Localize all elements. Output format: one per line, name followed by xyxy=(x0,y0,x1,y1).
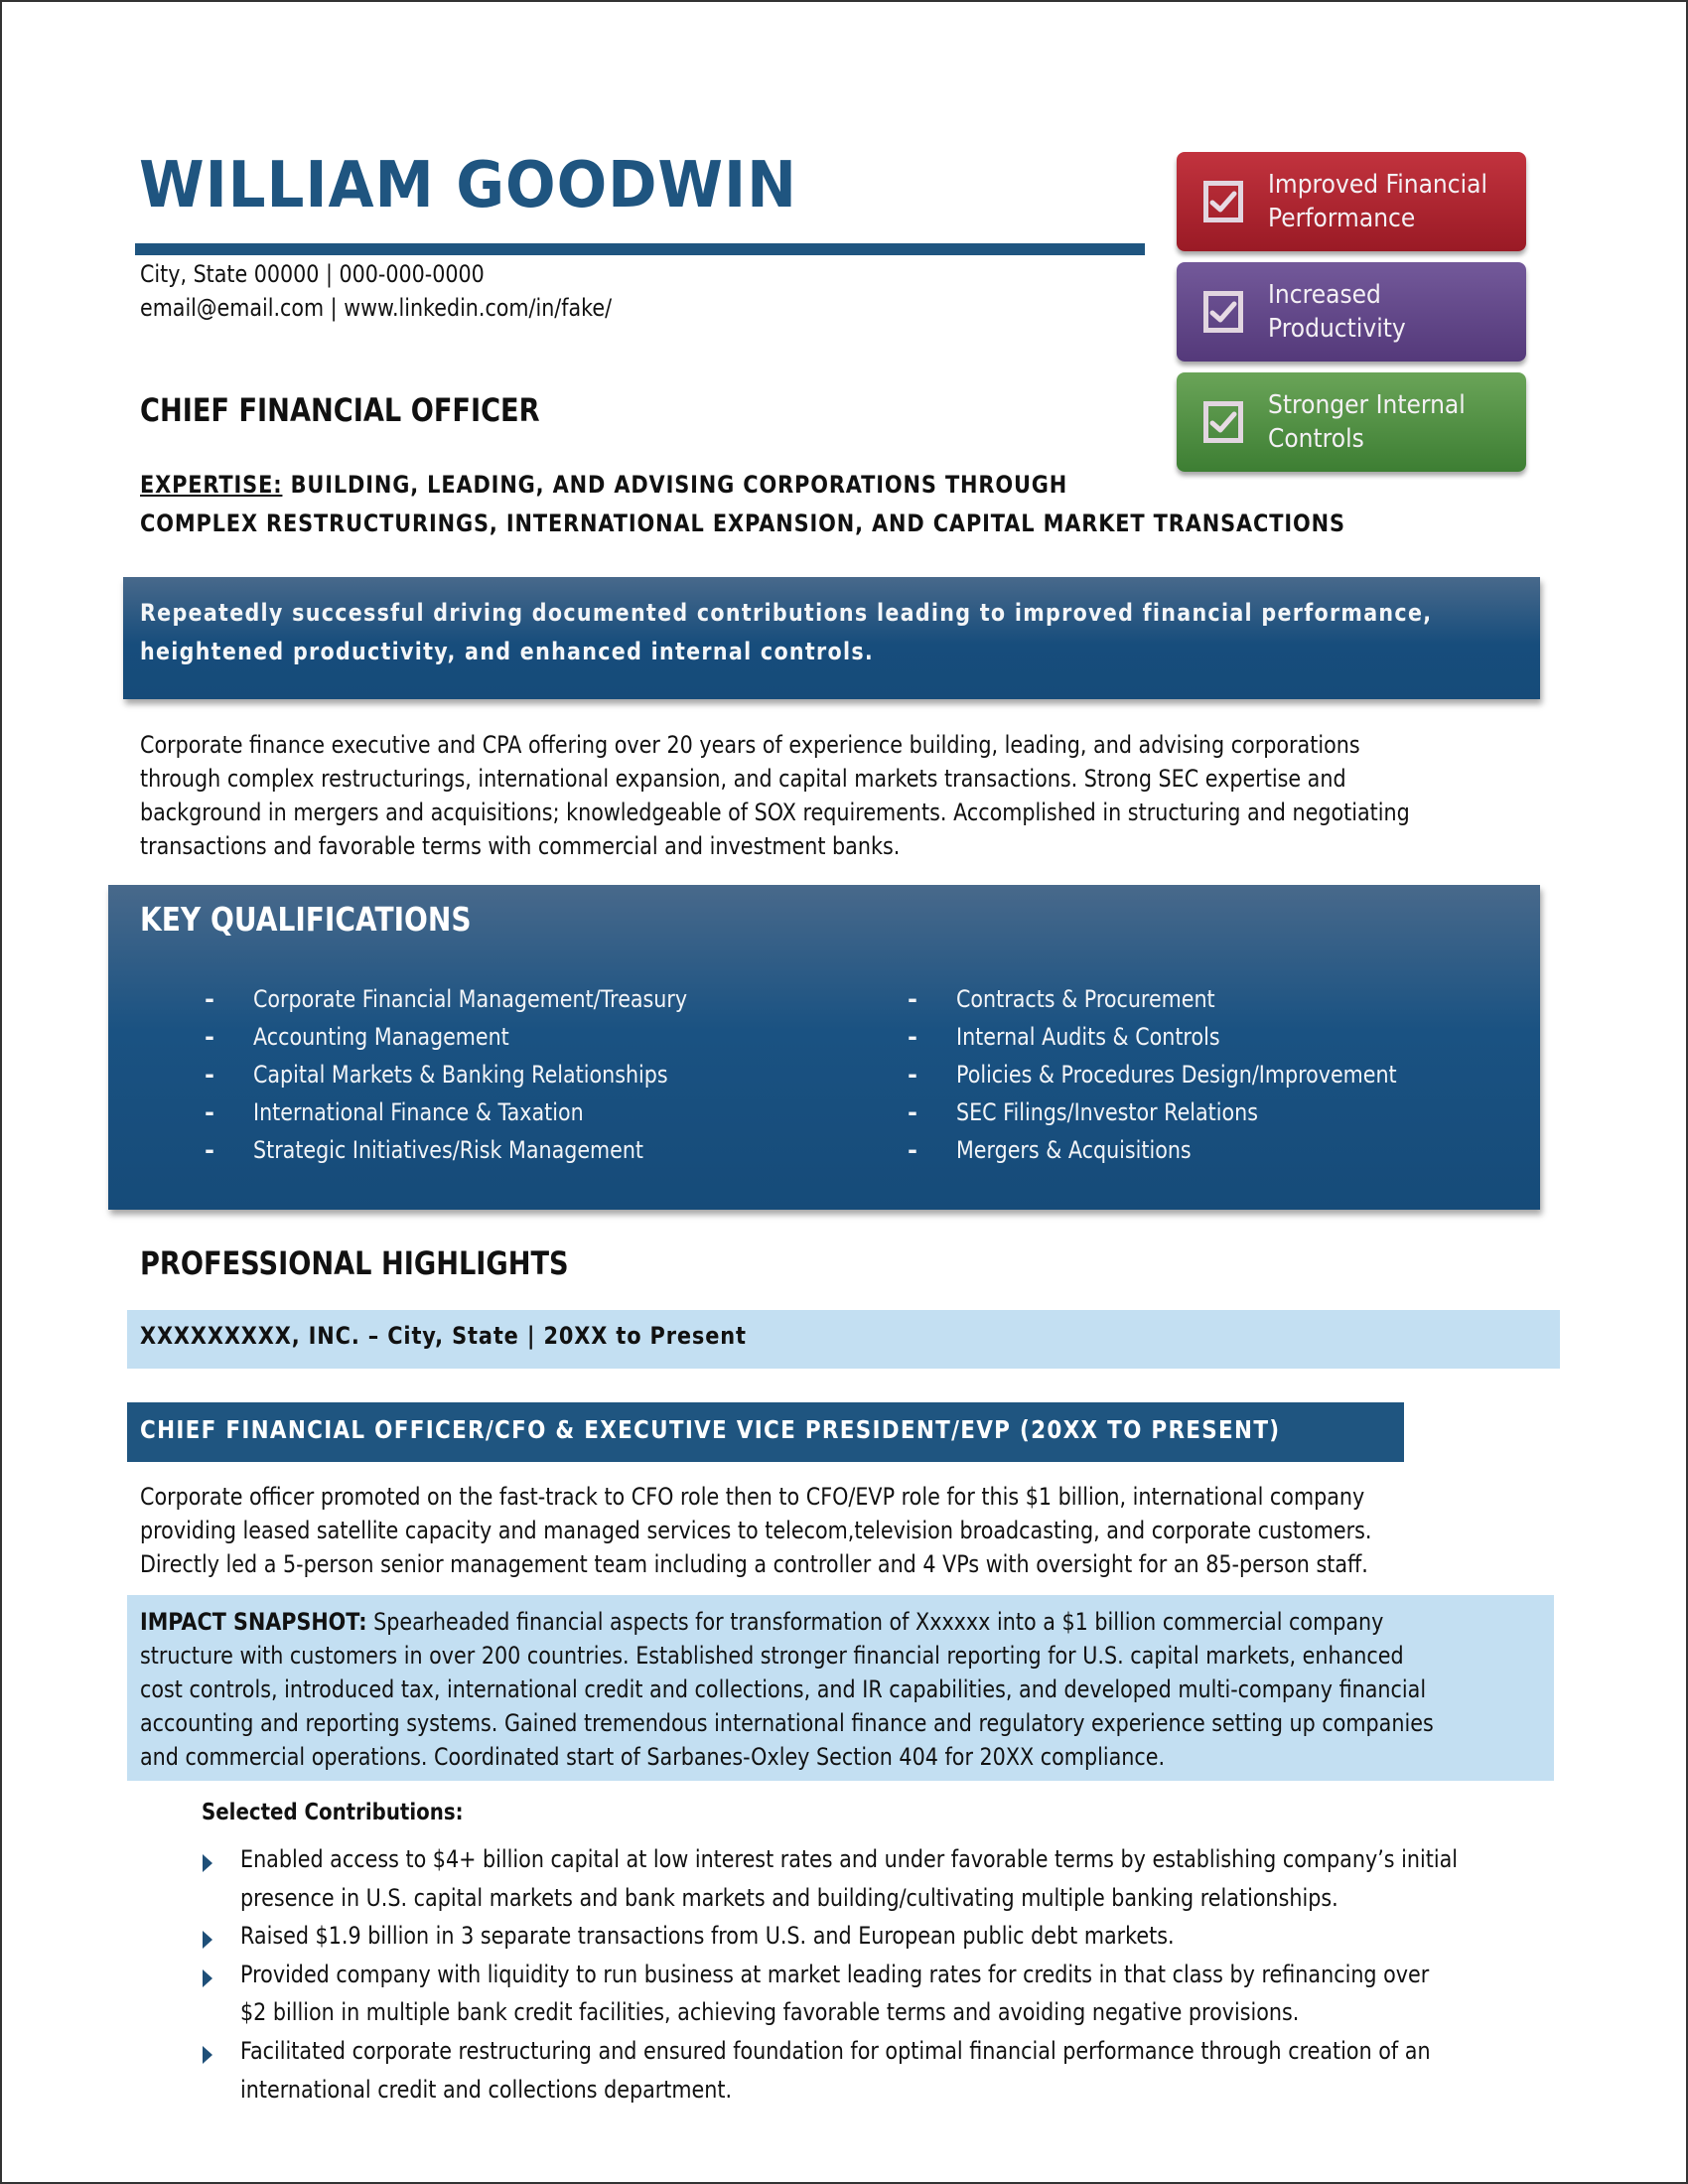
dash-bullet-icon: - xyxy=(908,1136,917,1164)
key-qualifications-title: KEY QUALIFICATIONS xyxy=(140,900,472,939)
qualification-label: Policies & Procedures Design/Improvement xyxy=(956,1061,1397,1089)
impact-label: IMPACT SNAPSHOT: xyxy=(140,1608,367,1636)
qualification-label: Accounting Management xyxy=(253,1023,509,1051)
summary-line: background in mergers and acquisitions; knowledgeable of SOX requirements. Accomplished in structuring and negotiating xyxy=(140,799,1410,826)
contribution-line: $2 billion in multiple bank credit facilities, achieving favorable terms and avoiding negative provisions. xyxy=(240,1998,1300,2027)
qualification-label: Strategic Initiatives/Risk Management xyxy=(253,1136,644,1164)
badge-label: Stronger Internal Controls xyxy=(1268,390,1466,454)
checkbox-checked-icon xyxy=(1203,181,1243,222)
impact-text: Spearheaded financial aspects for transformation of Xxxxxx into a $1 billion commercial company xyxy=(366,1608,1384,1636)
description-line: Corporate officer promoted on the fast-track to CFO role then to CFO/EVP role for this $1 billion, international company xyxy=(140,1483,1365,1511)
expertise-text: BUILDING, LEADING, AND ADVISING CORPORATIONS THROUGH xyxy=(282,471,1068,499)
description-line: providing leased satellite capacity and managed services to telecom,television broadcasting, and corporate customers. xyxy=(140,1517,1372,1544)
dash-bullet-icon: - xyxy=(205,1136,214,1164)
triangle-bullet-icon xyxy=(203,1969,212,1987)
dash-bullet-icon: - xyxy=(908,985,917,1013)
expertise-line-1 xyxy=(140,471,1067,499)
qualification-label: SEC Filings/Investor Relations xyxy=(956,1098,1258,1126)
checkbox-checked-icon xyxy=(1203,401,1243,443)
dash-bullet-icon: - xyxy=(205,1098,214,1126)
impact-line: cost controls, introduced tax, international credit and collections, and IR capabilities, and developed multi-company financial xyxy=(140,1675,1427,1703)
dash-bullet-icon: - xyxy=(908,1023,917,1051)
expertise-line-2: COMPLEX RESTRUCTURINGS, INTERNATIONAL EXPANSION, AND CAPITAL MARKET TRANSACTIONS xyxy=(140,510,1345,537)
impact-line xyxy=(140,1605,1383,1639)
contribution-line: presence in U.S. capital markets and bank markets and building/cultivating multiple banking relationships. xyxy=(240,1883,1338,1912)
qualification-label: Capital Markets & Banking Relationships xyxy=(253,1061,668,1089)
candidate-name: WILLIAM GOODWIN xyxy=(139,149,797,222)
qualification-label: Corporate Financial Management/Treasury xyxy=(253,985,688,1013)
badge-stronger-internal-controls xyxy=(1177,372,1526,472)
triangle-bullet-icon xyxy=(203,1854,212,1872)
checkbox-checked-icon xyxy=(1203,291,1243,333)
role-title: CHIEF FINANCIAL OFFICER xyxy=(140,391,540,429)
contribution-line: Provided company with liquidity to run business at market leading rates for credits in that class by refinancing over xyxy=(240,1960,1430,1988)
summary-line: Corporate finance executive and CPA offering over 20 years of experience building, leading, and advising corporations xyxy=(140,731,1360,759)
selected-contributions-title: Selected Contributions: xyxy=(202,1800,464,1825)
contribution-line: international credit and collections department. xyxy=(240,2075,733,2104)
badge-label: Increased Productivity xyxy=(1268,280,1406,344)
header-rule xyxy=(135,243,1145,255)
dash-bullet-icon: - xyxy=(908,1098,917,1126)
qualification-label: Mergers & Acquisitions xyxy=(956,1136,1192,1164)
contribution-line: Facilitated corporate restructuring and ensured foundation for optimal financial performance through creation of an xyxy=(240,2037,1431,2065)
triangle-bullet-icon xyxy=(203,1931,212,1949)
contribution-line: Raised $1.9 billion in 3 separate transactions from U.S. and European public debt markets. xyxy=(240,1922,1175,1951)
dash-bullet-icon: - xyxy=(205,985,214,1013)
dash-bullet-icon: - xyxy=(205,1023,214,1051)
badge-increased-productivity xyxy=(1177,262,1526,362)
contact-email-linkedin: email@email.com | www.linkedin.com/in/fake/ xyxy=(140,294,613,322)
contribution-line: Enabled access to $4+ billion capital at low interest rates and under favorable terms by establishing company’s initial xyxy=(240,1845,1459,1873)
impact-line: structure with customers in over 200 countries. Established stronger financial reporting for U.S. capital markets, enhanced xyxy=(140,1642,1404,1670)
qualification-label: Contracts & Procurement xyxy=(956,985,1215,1013)
triangle-bullet-icon xyxy=(203,2046,212,2064)
dash-bullet-icon: - xyxy=(205,1061,214,1089)
description-line: Directly led a 5-person senior management team including a controller and 4 VPs with oversight for an 85-person staff. xyxy=(140,1550,1368,1578)
professional-highlights-title: PROFESSIONAL HIGHLIGHTS xyxy=(140,1244,569,1282)
summary-line: through complex restructurings, international expansion, and capital markets transactions. Strong SEC expertise and xyxy=(140,765,1346,793)
qualification-label: International Finance & Taxation xyxy=(253,1098,584,1126)
company-name-location-dates: XXXXXXXXX, INC. – City, State | 20XX to Present xyxy=(140,1322,747,1350)
expertise-label: EXPERTISE: xyxy=(140,471,283,499)
summary-line: transactions and favorable terms with commercial and investment banks. xyxy=(140,832,901,860)
badge-improved-financial-performance xyxy=(1177,152,1526,251)
contact-location-phone: City, State 00000 | 000-000-0000 xyxy=(140,260,485,288)
banner-line-1: Repeatedly successful driving documented contributions leading to improved financial performance, xyxy=(140,599,1433,627)
dash-bullet-icon: - xyxy=(908,1061,917,1089)
position-title: CHIEF FINANCIAL OFFICER/CFO & EXECUTIVE VICE PRESIDENT/EVP (20XX TO PRESENT) xyxy=(140,1415,1281,1444)
qualification-label: Internal Audits & Controls xyxy=(956,1023,1220,1051)
impact-line: and commercial operations. Coordinated start of Sarbanes-Oxley Section 404 for 20XX compliance. xyxy=(140,1743,1166,1771)
impact-line: accounting and reporting systems. Gained tremendous international finance and regulatory experience setting up companies xyxy=(140,1709,1434,1737)
badge-label: Improved Financial Performance xyxy=(1268,170,1487,233)
banner-line-2: heightened productivity, and enhanced internal controls. xyxy=(140,638,875,665)
